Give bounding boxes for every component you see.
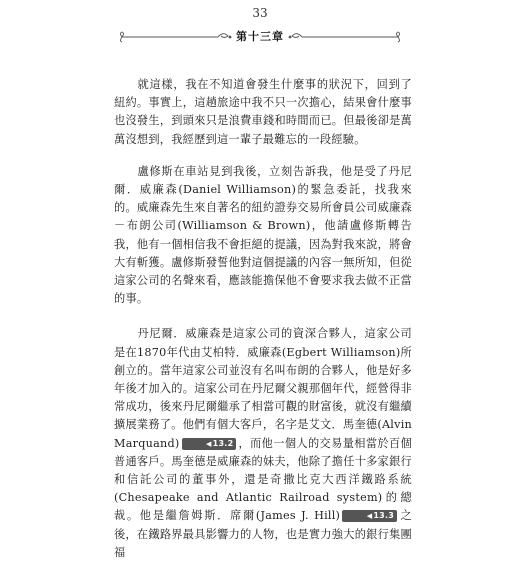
ornament-right-icon [286,31,402,43]
paragraph-1: 就這樣，我在不知道會發生什麼事的狀況下，回到了紐約。事實上，這趟旅途中我不只一次擔心，結果會什麼事也沒發生，到頭來只是浪費車錢和時間而已。但最後卻是萬萬沒想到，我經歷到這一輩子最難忘的一段經驗。 [114,78,412,146]
paragraph-3 [114,325,412,562]
chapter-title: 第十三章 [236,30,284,43]
audio-track-number: 13.3 [373,511,395,521]
paragraph-3-part-1: 丹尼爾．威廉森是這家公司的資深合夥人，這家公司是在1870年代由艾柏特．威廉森(Egbert Williamson)所創立的。當年這家公司並沒有名叫布朗的合夥人，他是好多年後才加入的。這家公司在丹尼爾父親那個年代，經營得非常成功，後來丹尼爾繼承了相當可觀的財富後，就沒有繼續擴展業務了。他們有個大客戶，名字是艾文．馬奎德(Alvin Marquand) [114,327,412,450]
audio-track-icon: ◀ [366,512,373,521]
page-number: 33 [252,6,268,20]
audio-track-marker[interactable] [182,438,237,450]
paragraph-3-part-3: 之後，在鐵路界最具影響力的人物，也是實力強大的銀行集團福 [114,509,412,559]
page-body [114,76,412,562]
audio-track-marker[interactable] [342,510,397,522]
paragraph-2: 盧修斯在車站見到我後，立刻告訴我，他是受了丹尼爾．威廉森(Daniel Williamson)的緊急委託，找我來的。威廉森先生來自著名的紐約證券交易所會員公司威廉森－布朗公司(Williamson & Brown)，他請盧修斯轉告我，他有一個相信我不會拒絕的提議，因為對我來說，將會大有斬獲。盧修斯發誓他對這個提議的內容一無所知，但從這家公司的名聲來看，應該能擔保他不會要求我去做不正當的事。 [114,164,412,306]
audio-track-icon: ◀ [206,439,212,448]
paragraph-3-part-2: ，而他一個人的交易量相當於百個普通客戶。馬奎德是威廉森的妹夫，他除了擔任十多家銀行和信託公司的董事外，還是奇撒比克大西洋鐵路系統(Chesapeake and Atlantic Railroad system)的總裁。他是繼詹姆斯．席爾(James J. Hill) [114,436,412,523]
page-header [0,0,520,60]
audio-track-number: 13.2 [212,438,234,448]
